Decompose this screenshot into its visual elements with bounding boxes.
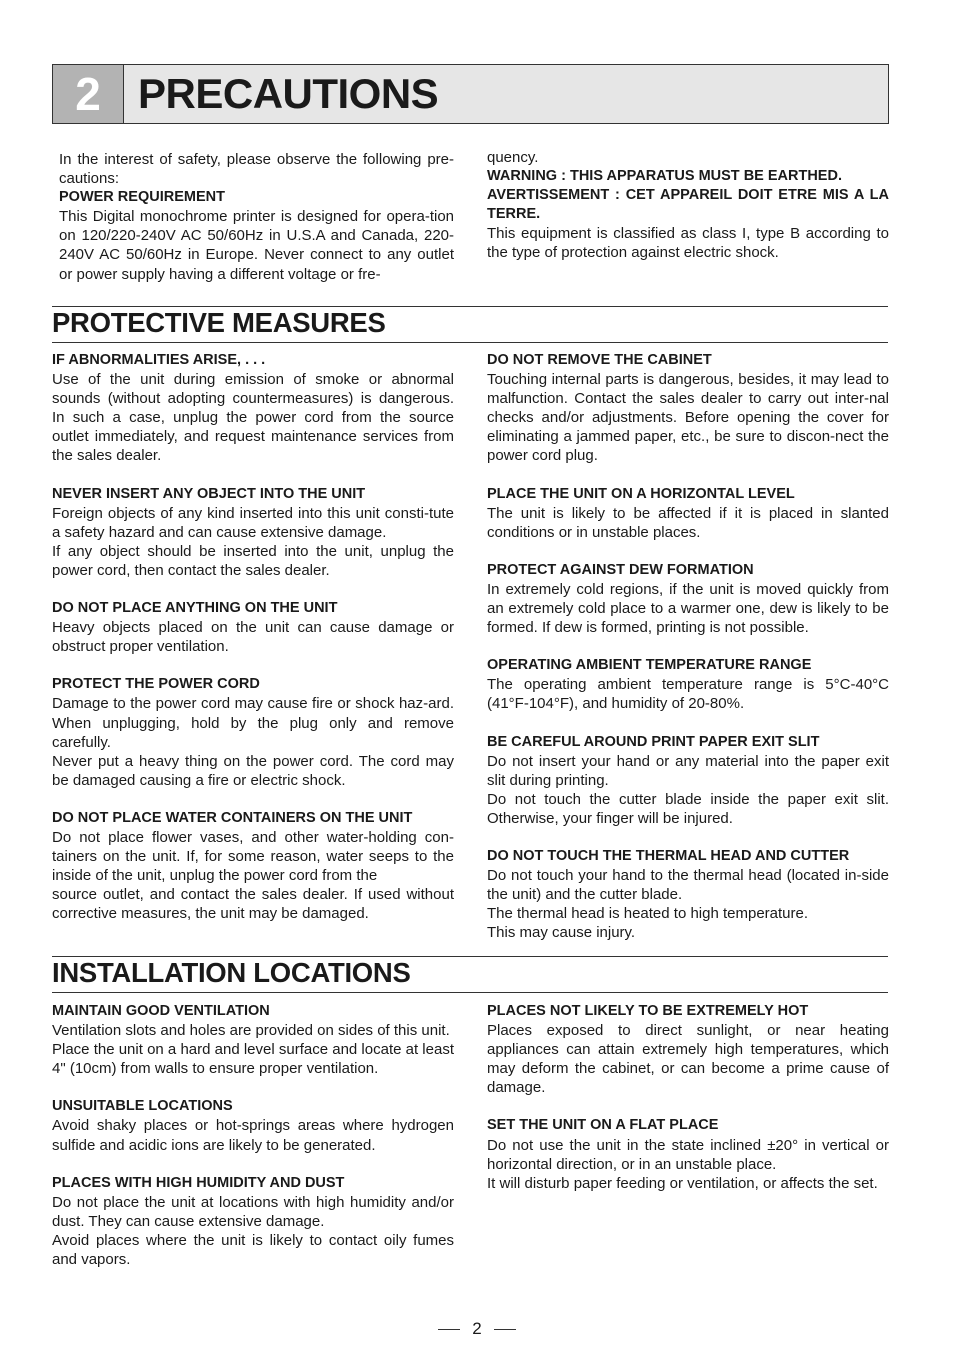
precaution-item — [487, 485, 889, 542]
section-rule-bottom — [52, 342, 888, 343]
precaution-item — [487, 847, 889, 942]
precaution-text: Do not place flower vases, and other water-holding con-tainers on the unit. If, for some reason, water seeps to the inside of the unit, unplug the power cord from the — [52, 828, 454, 885]
precaution-heading: PLACES NOT LIKELY TO BE EXTREMELY HOT — [487, 1003, 809, 1019]
precaution-heading: BE CAREFUL AROUND PRINT PAPER EXIT SLIT — [487, 733, 820, 750]
intro-left-column — [59, 150, 454, 284]
precaution-item — [52, 1002, 454, 1078]
precaution-heading: DO NOT REMOVE THE CABINET — [487, 352, 712, 368]
installation-left-column — [52, 1002, 454, 1288]
precaution-text: Foreign objects of any kind inserted into this unit consti-tute a safety hazard and can cause extensive damage. — [52, 504, 454, 541]
protective-right-column — [487, 351, 889, 961]
precaution-text: Do not place the unit at locations with high humidity and/or dust. They can cause extensive damage. — [52, 1193, 454, 1230]
precaution-text: Do not touch your hand to the thermal head (located in-side the unit) and the cutter blade. — [487, 867, 889, 904]
intro-heading: AVERTISSEMENT : CET APPAREIL DOIT ETRE MIS A LA TERRE. — [487, 187, 889, 223]
precaution-item — [52, 1174, 454, 1269]
precaution-heading: MAINTAIN GOOD VENTILATION — [52, 1003, 270, 1019]
precaution-item — [52, 351, 454, 466]
intro-right-column — [487, 148, 889, 263]
intro-paragraph: This equipment is classified as class I, type B according to the type of protection against electric shock. — [487, 225, 889, 262]
precaution-text: The operating ambient temperature range is 5°C-40°C (41°F-104°F), and humidity of 20-80%. — [487, 676, 889, 713]
precaution-text: Do not insert your hand or any material into the paper exit slit during printing. — [487, 752, 889, 789]
precaution-heading: PLACES WITH HIGH HUMIDITY AND DUST — [52, 1174, 345, 1191]
chapter-title: PRECAUTIONS — [138, 70, 439, 117]
precaution-text: source outlet, and contact the sales dealer. If used without corrective measures, the unit may be damaged. — [52, 886, 454, 923]
intro-paragraph: quency. — [487, 149, 539, 166]
precaution-heading: IF ABNORMALITIES ARISE, . . . — [52, 352, 266, 368]
precaution-item — [52, 1097, 454, 1154]
precaution-heading: UNSUITABLE LOCATIONS — [52, 1098, 233, 1115]
precaution-item — [487, 1116, 889, 1192]
precaution-text: If any object should be inserted into the unit, unplug the power cord, then contact the sales dealer. — [52, 542, 454, 579]
precaution-text: Avoid shaky places or hot-springs areas where hydrogen sulfide and acidic ions are likely to be generated. — [52, 1117, 454, 1154]
precaution-heading: NEVER INSERT ANY OBJECT INTO THE UNIT — [52, 485, 366, 502]
precaution-text: Ventilation slots and holes are provided on sides of this unit. — [52, 1022, 450, 1040]
precaution-heading: PROTECT THE POWER CORD — [52, 676, 260, 693]
precaution-heading: PROTECT AGAINST DEW FORMATION — [487, 561, 754, 578]
precaution-text: Places exposed to direct sunlight, or near heating appliances can attain extremely high temperatures, which may deform the cabinet, or can become a prime cause of damage. — [487, 1022, 889, 1097]
precaution-text: Use of the unit during emission of smoke or abnormal sounds (without adopting countermeasures) is dangerous. In such a case, unplug the power cord from the source outlet immediately, and request maintenance services from the sales dealer. — [52, 371, 454, 465]
page-dash-left — [438, 1329, 460, 1330]
precaution-text: Do not touch the cutter blade inside the paper exit slit. Otherwise, your finger will be injured. — [487, 790, 889, 827]
installation-right-column — [487, 1002, 889, 1212]
intro-heading: POWER REQUIREMENT — [59, 189, 225, 206]
precaution-heading: DO NOT PLACE ANYTHING ON THE UNIT — [52, 600, 338, 617]
precaution-text: In extremely cold regions, if the unit is moved quickly from an extremely cold place to a warmer one, dew is likely to be formed. If dew is formed, printing is not possible. — [487, 580, 889, 637]
precaution-text: Damage to the power cord may cause fire or shock haz-ard. When unplugging, hold by the plug only and remove carefully. — [52, 695, 454, 751]
precaution-text: This may cause injury. — [487, 924, 636, 942]
page-dash-right — [494, 1329, 516, 1330]
precaution-item — [52, 599, 454, 656]
precaution-text: The thermal head is heated to high temperature. — [487, 905, 809, 923]
chapter-number: 2 — [53, 65, 124, 123]
precaution-item — [487, 656, 889, 713]
protective-left-column — [52, 351, 454, 942]
precaution-text: It will disturb paper feeding or ventilation, or affects the set. — [487, 1174, 878, 1192]
precaution-text: Place the unit on a hard and level surface and locate at least 4" (10cm) from walls to ensure proper ventilation. — [52, 1041, 454, 1078]
intro-heading: WARNING : THIS APPARATUS MUST BE EARTHED. — [487, 168, 842, 185]
section-rule-bottom — [52, 992, 888, 993]
precaution-item — [487, 733, 889, 828]
section-title-installation: INSTALLATION LOCATIONS — [52, 957, 411, 988]
precaution-text: Do not use the unit in the state inclined ±20° in vertical or horizontal direction, or in an unstable place. — [487, 1136, 889, 1173]
precaution-text: Heavy objects placed on the unit can cause damage or obstruct proper ventilation. — [52, 619, 454, 656]
precaution-heading: SET THE UNIT ON A FLAT PLACE — [487, 1117, 719, 1134]
precaution-text: Avoid places where the unit is likely to contact oily fumes and vapors. — [52, 1231, 454, 1269]
precaution-text: Touching internal parts is dangerous, besides, it may lead to malfunction. Contact the sales dealer to carry out inter-nal checks and/or adjustments. Before opening the cover for eliminating a jammed paper, etc., be sure to discon-nect the power cord plug. — [487, 371, 889, 465]
chapter-header — [52, 64, 889, 124]
precaution-text: Never put a heavy thing on the power cord. The cord may be damaged causing a fire or electric shock. — [52, 752, 454, 789]
precaution-heading: PLACE THE UNIT ON A HORIZONTAL LEVEL — [487, 485, 795, 502]
precaution-item — [52, 485, 454, 580]
precaution-heading: OPERATING AMBIENT TEMPERATURE RANGE — [487, 657, 812, 674]
intro-paragraph: This Digital monochrome printer is designed for opera-tion on 120/220-240V AC 50/60Hz in U.S.A and Canada, 220-240V AC 50/60Hz in Europe. Never connect to any outlet or power supply having a different voltage or fre- — [59, 208, 454, 283]
precaution-item — [52, 809, 454, 924]
precaution-heading: DO NOT PLACE WATER CONTAINERS ON THE UNIT — [52, 809, 413, 826]
page-number-text: 2 — [472, 1319, 482, 1338]
precaution-item — [487, 561, 889, 637]
precaution-item — [487, 351, 889, 466]
page-number — [0, 1318, 954, 1340]
precaution-item — [487, 1002, 889, 1097]
section-title-protective: PROTECTIVE MEASURES — [52, 307, 386, 338]
precaution-text: The unit is likely to be affected if it is placed in slanted conditions or in unstable places. — [487, 504, 889, 541]
precaution-heading: DO NOT TOUCH THE THERMAL HEAD AND CUTTER — [487, 847, 850, 864]
intro-paragraph: In the interest of safety, please observe the following pre-cautions: — [59, 151, 454, 188]
precaution-item — [52, 675, 454, 790]
